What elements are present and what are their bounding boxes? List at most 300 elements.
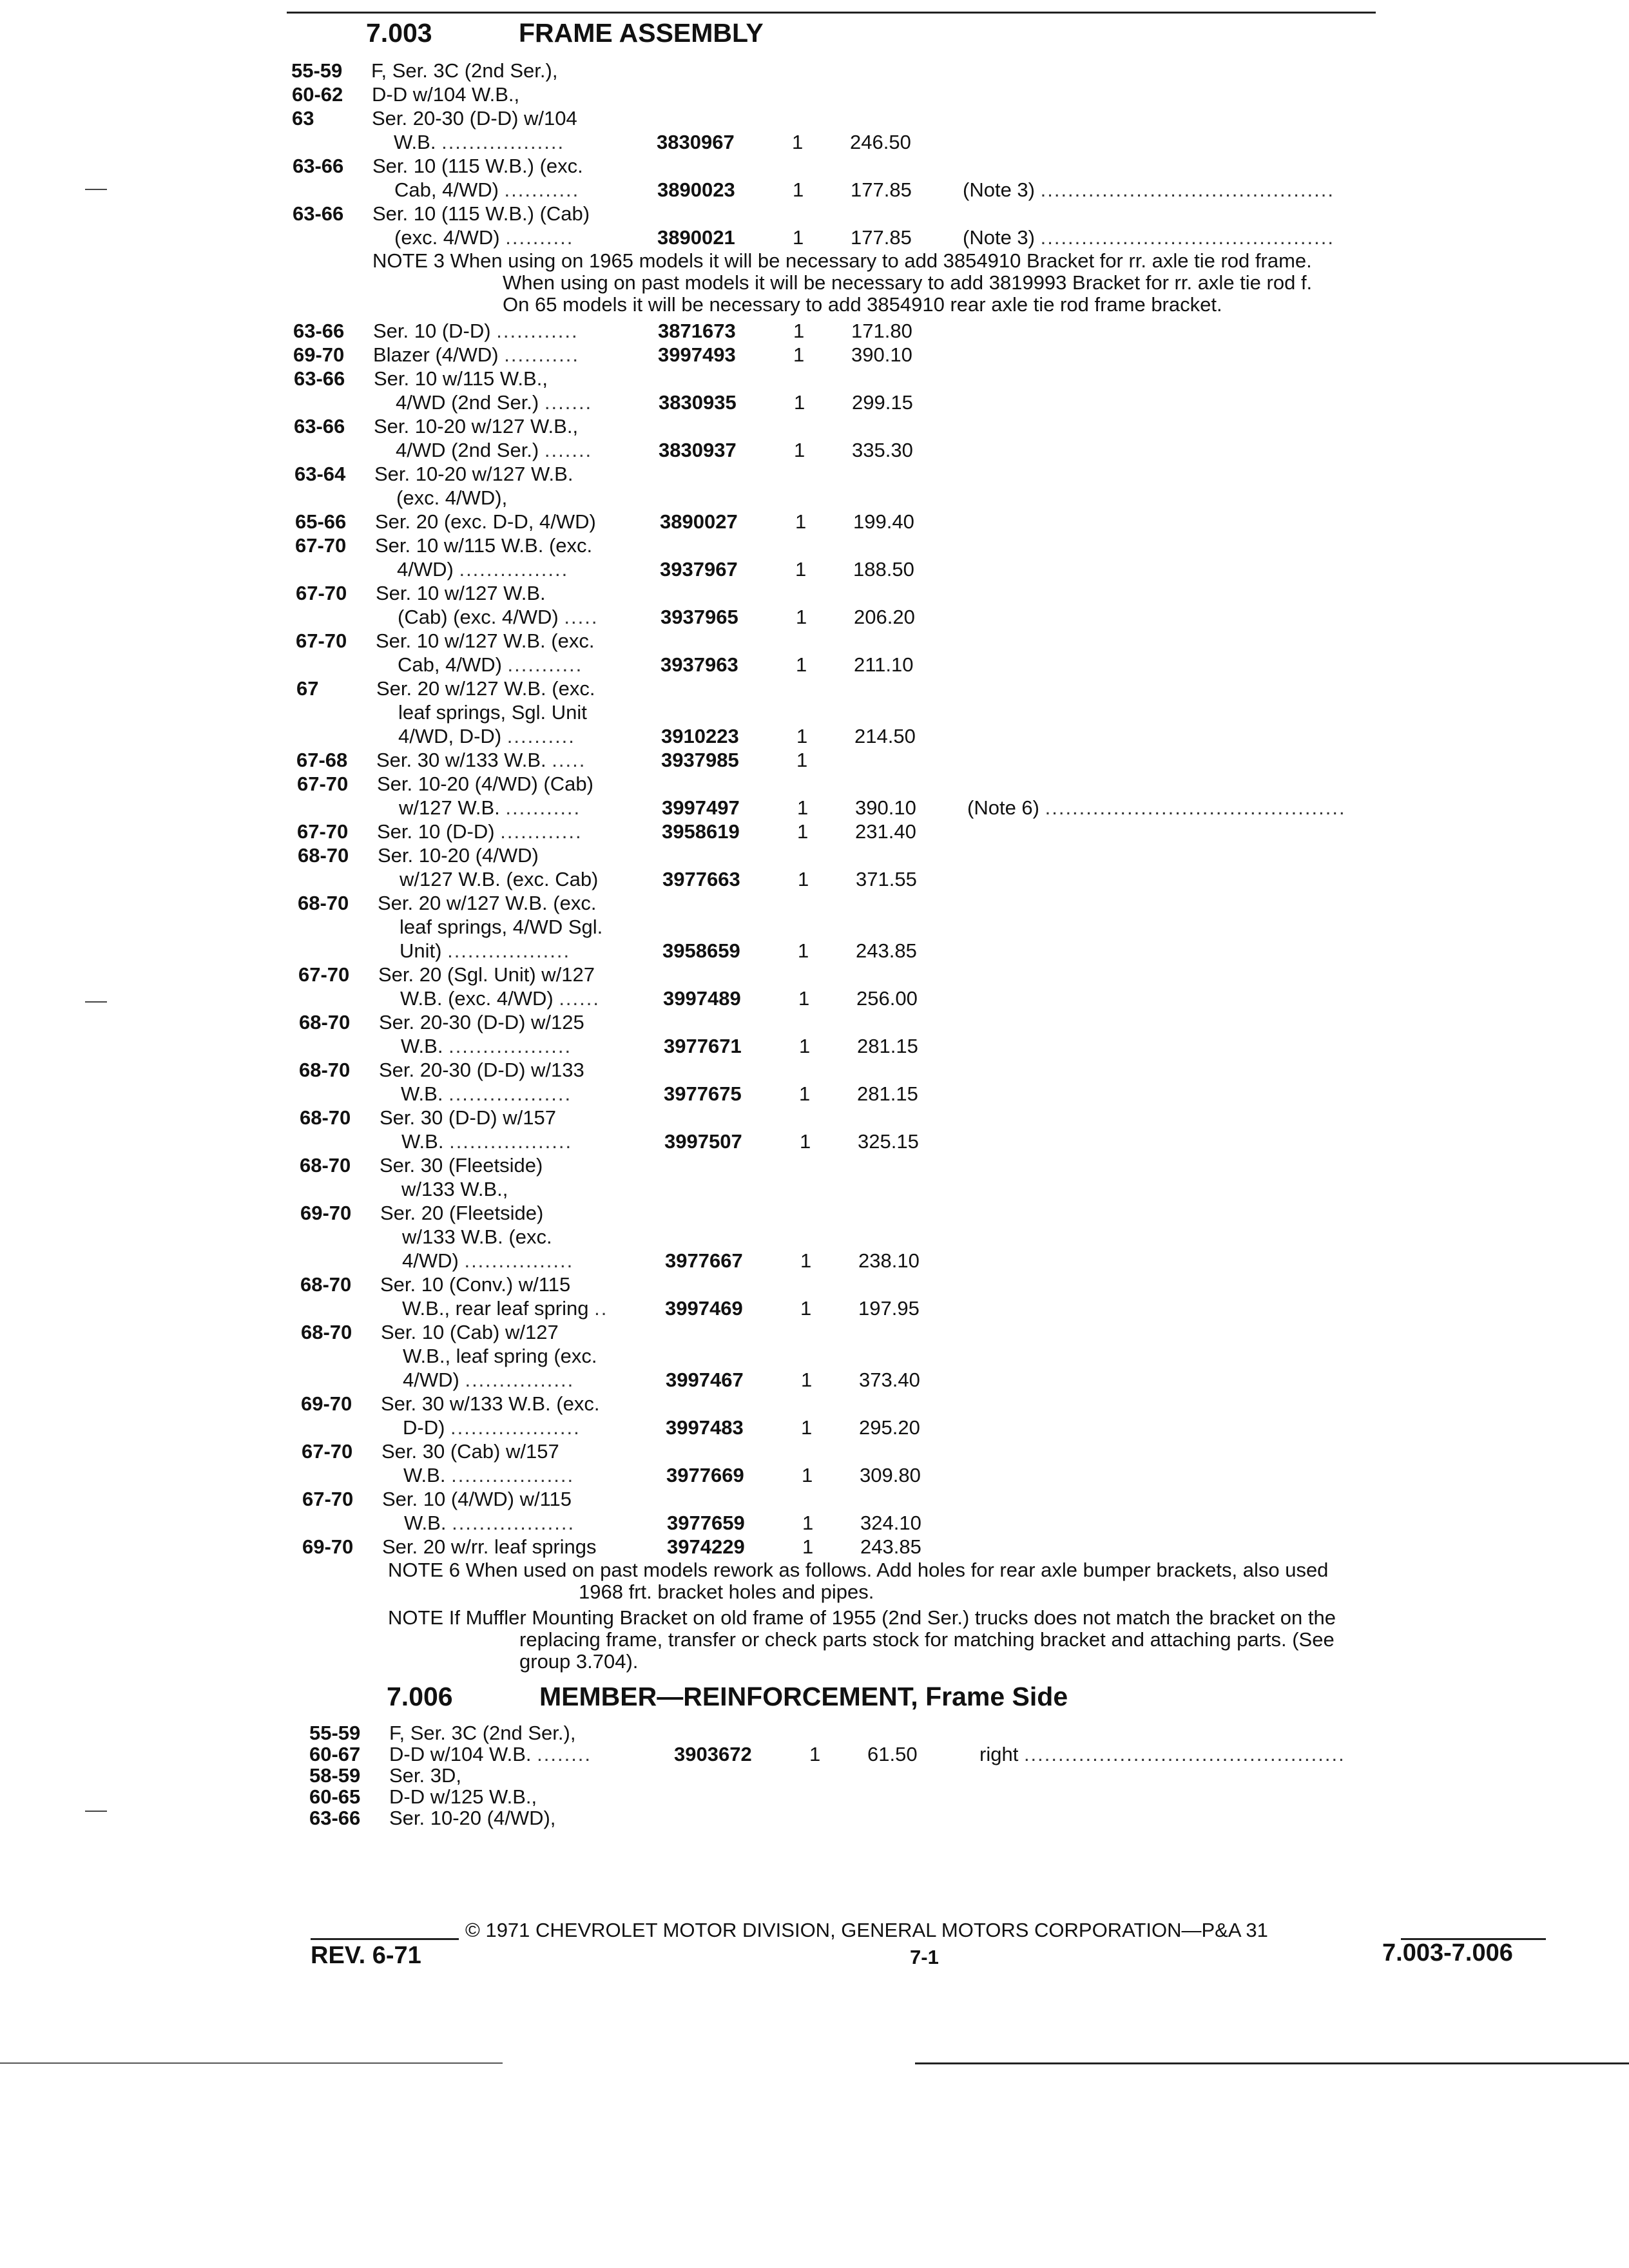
item-description — [394, 178, 579, 202]
section-title-suffix: Frame Side — [925, 1682, 1068, 1711]
catalog-line — [300, 1202, 1589, 1225]
model-years: 67-70 — [296, 629, 347, 652]
quantity: 1 — [800, 1130, 811, 1153]
description-text: F, Ser. 3C (2nd Ser.), — [371, 59, 558, 82]
model-years: 65-66 — [295, 510, 347, 533]
top-rule — [287, 12, 1376, 14]
list-price: 238.10 — [858, 1249, 920, 1272]
item-description — [402, 1249, 574, 1273]
catalog-line — [296, 582, 1585, 605]
description-text: Ser. 20 (Sgl. Unit) w/127 — [378, 963, 595, 986]
part-number: 3977663 — [662, 868, 740, 890]
quantity: 1 — [796, 606, 807, 628]
description-text: Ser. 10 (D-D) — [373, 320, 491, 342]
note-line: On 65 models it will be necessary to add 3854910 rear axle tie rod frame bracket. — [503, 293, 1222, 316]
item-description — [401, 1082, 572, 1106]
section-title-text: MEMBER—REINFORCEMENT, — [539, 1682, 918, 1711]
model-years: 67-70 — [298, 963, 350, 986]
section-title — [539, 1682, 1068, 1712]
part-number: 3997497 — [662, 796, 740, 819]
quantity: 1 — [797, 796, 809, 819]
quantity: 1 — [799, 1035, 811, 1057]
item-description — [380, 1273, 570, 1296]
catalog-line — [298, 987, 1587, 1010]
description-text: w/133 W.B., — [401, 1178, 508, 1200]
part-number: 3871673 — [658, 320, 736, 342]
leader-dots: .................. — [451, 1464, 575, 1486]
leader-dots: ...... — [559, 987, 600, 1010]
catalog-line — [301, 1321, 1590, 1344]
part-number: 3937963 — [660, 653, 738, 676]
catalog-line — [300, 1154, 1588, 1177]
leader-dots: ................ — [465, 1369, 575, 1391]
part-number: 3977659 — [667, 1512, 745, 1534]
item-description — [401, 1178, 508, 1201]
description-text: 4/WD) — [402, 1249, 459, 1272]
bottom-rule — [0, 2062, 503, 2064]
item-description — [394, 131, 564, 154]
model-years: 63-66 — [293, 202, 344, 225]
model-years: 63-66 — [294, 415, 345, 437]
model-years: 67-68 — [296, 749, 348, 771]
note-text: (Note 6) — [967, 796, 1039, 819]
item-description — [397, 558, 568, 581]
leader-dots: ................ — [459, 558, 569, 581]
item-description — [381, 1321, 559, 1344]
part-number: 3903672 — [674, 1743, 752, 1765]
catalog-line — [301, 1369, 1590, 1392]
item-description — [374, 463, 573, 486]
catalog-line — [298, 892, 1586, 915]
description-text: (exc. 4/WD), — [396, 486, 508, 509]
model-years: 67-70 — [296, 582, 347, 604]
section-title-text: FRAME ASSEMBLY — [519, 18, 764, 48]
leader-dots: ..... — [564, 606, 599, 628]
item-description — [389, 1743, 592, 1766]
model-years: 67-70 — [295, 534, 347, 557]
quantity: 1 — [809, 1743, 821, 1765]
catalog-line — [298, 868, 1586, 891]
description-text: Ser. 30 w/133 W.B. — [376, 749, 546, 771]
description-text: W.B. — [403, 1464, 446, 1486]
quantity: 1 — [799, 1082, 811, 1105]
quantity: 1 — [797, 820, 809, 843]
item-description — [378, 892, 596, 915]
item-description — [403, 1369, 574, 1392]
description-text: W.B., rear leaf spring — [402, 1297, 589, 1320]
description-text: Ser. 10-20 (4/WD), — [389, 1807, 556, 1829]
list-price: 246.50 — [850, 131, 911, 153]
item-description — [403, 1464, 574, 1487]
item-description — [382, 1488, 572, 1511]
part-number: 3937967 — [660, 558, 738, 581]
catalog-line — [294, 391, 1583, 414]
model-years: 55-59 — [291, 59, 343, 82]
model-years: 68-70 — [299, 1059, 351, 1081]
catalog-line — [300, 1297, 1589, 1320]
list-price: 188.50 — [853, 558, 914, 581]
part-number: 3997469 — [665, 1297, 743, 1320]
leader-dots: ............ — [496, 320, 579, 342]
model-years: 63-66 — [293, 155, 344, 177]
item-description — [376, 677, 595, 700]
item-description — [396, 486, 507, 510]
quantity: 1 — [801, 1369, 813, 1391]
part-number: 3997507 — [664, 1130, 742, 1153]
reference-note — [979, 1743, 1345, 1766]
model-years: 68-70 — [300, 1273, 352, 1296]
catalog-line — [302, 1512, 1591, 1535]
item-description — [374, 415, 578, 438]
leader-dots: ............ — [500, 820, 583, 843]
model-years: 67-70 — [297, 820, 349, 843]
description-text: Ser. 10-20 w/127 W.B., — [374, 415, 579, 437]
model-years: 68-70 — [300, 1106, 351, 1129]
item-description — [389, 1764, 461, 1787]
catalog-line — [301, 1416, 1590, 1439]
list-price: 371.55 — [856, 868, 917, 890]
description-text: Ser. 20-30 (D-D) w/125 — [379, 1011, 584, 1033]
note-line: replacing frame, transfer or check parts stock for matching bracket and attaching parts. (See — [519, 1628, 1335, 1651]
item-description — [371, 59, 557, 82]
quantity: 1 — [794, 439, 805, 461]
list-price: 335.30 — [852, 439, 913, 461]
description-text: leaf springs, 4/WD Sgl. — [400, 916, 603, 938]
quantity: 1 — [798, 987, 810, 1010]
revision-label: REV. 6-71 — [311, 1942, 421, 1969]
description-text: W.B. — [401, 1130, 444, 1153]
leader-dots: .................. — [449, 1130, 573, 1153]
part-number: 3910223 — [661, 725, 739, 747]
list-price: 199.40 — [853, 510, 914, 533]
catalog-line — [297, 773, 1586, 796]
list-price: 324.10 — [860, 1512, 921, 1534]
description-text: D-D w/104 W.B. — [389, 1743, 532, 1765]
description-text: W.B. — [401, 1035, 443, 1057]
quantity: 1 — [800, 1249, 812, 1272]
item-description — [389, 1785, 537, 1809]
list-price: 214.50 — [854, 725, 916, 747]
description-text: Ser. 10 (115 W.B.) (Cab) — [372, 202, 590, 225]
item-description — [375, 534, 592, 557]
leader-dots: ........... — [504, 343, 580, 366]
item-description — [382, 1535, 597, 1559]
catalog-line — [299, 1035, 1588, 1058]
item-description — [398, 701, 587, 724]
quantity: 1 — [796, 725, 808, 747]
leader-dots: .................. — [452, 1512, 575, 1534]
description-text: Cab, 4/WD) — [398, 653, 502, 676]
item-description — [372, 83, 519, 106]
model-years: 68-70 — [299, 1011, 351, 1033]
reference-note — [963, 226, 1335, 249]
model-years: 67-70 — [302, 1488, 354, 1510]
catalog-line — [309, 1807, 1598, 1830]
description-text: W.B., leaf spring (exc. — [403, 1345, 597, 1367]
catalog-line — [292, 131, 1581, 154]
catalog-line — [300, 1249, 1589, 1273]
description-text: (Cab) (exc. 4/WD) — [398, 606, 559, 628]
catalog-line — [298, 916, 1586, 939]
leader-dots: ........ — [537, 1743, 592, 1765]
catalog-line — [295, 510, 1584, 533]
item-description — [394, 226, 574, 249]
leader-dots: ....... — [544, 439, 593, 461]
model-years: 67-70 — [302, 1440, 353, 1463]
quantity: 1 — [802, 1535, 814, 1558]
description-text: 4/WD, D-D) — [398, 725, 502, 747]
quantity: 1 — [800, 1297, 812, 1320]
item-description — [376, 629, 594, 653]
catalog-line — [296, 629, 1585, 653]
catalog-line — [294, 439, 1583, 462]
catalog-line — [298, 963, 1587, 986]
model-years: 68-70 — [300, 1154, 351, 1177]
leader-dots: .................. — [441, 131, 565, 153]
part-number: 3830937 — [659, 439, 737, 461]
description-text: Ser. 10 w/127 W.B. — [376, 582, 546, 604]
item-description — [381, 1440, 559, 1463]
catalog-line — [293, 320, 1582, 343]
description-text: Ser. 20 (exc. D-D, 4/WD) — [375, 510, 596, 533]
item-description — [399, 796, 581, 820]
item-description — [398, 725, 575, 748]
section-title — [519, 18, 764, 48]
model-years: 63-66 — [294, 367, 345, 390]
model-years: 69-70 — [293, 343, 345, 366]
description-text: Cab, 4/WD) — [394, 178, 499, 201]
item-description — [401, 1130, 572, 1153]
description-text: Ser. 30 w/133 W.B. (exc. — [381, 1392, 600, 1415]
item-description — [378, 963, 595, 986]
description-text: w/133 W.B. (exc. — [402, 1225, 552, 1248]
section-range: 7.003-7.006 — [1382, 1939, 1513, 1966]
item-description — [372, 155, 583, 178]
description-text: Ser. 20 w/rr. leaf springs — [382, 1535, 597, 1558]
description-text: F, Ser. 3C (2nd Ser.), — [389, 1722, 576, 1744]
catalog-line — [302, 1488, 1591, 1511]
leader-dots: ........... — [504, 178, 580, 201]
part-number: 3958659 — [662, 939, 740, 962]
description-text: Ser. 10 (115 W.B.) (exc. — [372, 155, 583, 177]
quantity: 1 — [793, 343, 805, 366]
part-number: 3997467 — [666, 1369, 744, 1391]
list-price: 211.10 — [854, 653, 914, 676]
model-years: 60-62 — [292, 83, 343, 106]
description-text: Ser. 10 w/115 W.B. (exc. — [375, 534, 593, 557]
item-description — [379, 1059, 584, 1082]
leader-dots: ........... — [507, 653, 583, 676]
catalog-line — [293, 343, 1582, 367]
item-description — [373, 320, 579, 343]
note-line: NOTE 3 When using on 1965 models it will be necessary to add 3854910 Bracket for rr. axle tie rod frame. — [372, 249, 1312, 272]
catalog-line — [295, 534, 1584, 557]
description-text: 4/WD) — [403, 1369, 459, 1391]
list-price: 171.80 — [851, 320, 912, 342]
catalog-line — [309, 1764, 1598, 1787]
item-description — [377, 773, 593, 796]
description-text: Ser. 10-20 w/127 W.B. — [374, 463, 574, 485]
catalog-line — [294, 486, 1583, 510]
description-text: 4/WD) — [397, 558, 454, 581]
item-description — [396, 391, 592, 414]
model-years: 63-64 — [294, 463, 346, 485]
description-text: Ser. 10 (Cab) w/127 — [381, 1321, 559, 1343]
part-number: 3997493 — [658, 343, 736, 366]
quantity: 1 — [795, 510, 807, 533]
leader-dots: ................... — [450, 1416, 581, 1439]
margin-mark — [85, 1811, 107, 1812]
model-years: 63 — [292, 107, 314, 130]
list-price: 256.00 — [856, 987, 918, 1010]
note-line: group 3.704). — [519, 1650, 639, 1673]
model-years: 68-70 — [301, 1321, 352, 1343]
model-years: 69-70 — [300, 1202, 352, 1224]
model-years: 67-70 — [297, 773, 349, 795]
quantity: 1 — [801, 1416, 813, 1439]
part-number: 3997483 — [666, 1416, 744, 1439]
item-description — [398, 653, 583, 677]
model-years: 58-59 — [309, 1764, 361, 1787]
model-years: 60-67 — [309, 1743, 361, 1765]
catalog-line — [294, 463, 1583, 486]
leader-dots: .................. — [448, 1035, 572, 1057]
catalog-line — [293, 226, 1581, 249]
section-number: 7.006 — [387, 1682, 453, 1711]
catalog-line — [297, 796, 1586, 820]
model-years: 68-70 — [298, 892, 349, 914]
description-text: w/127 W.B. — [399, 796, 500, 819]
description-text: Ser. 10 w/115 W.B., — [374, 367, 548, 390]
part-number: 3997489 — [663, 987, 741, 1010]
catalog-line — [296, 701, 1585, 724]
description-text: Ser. 20 w/127 W.B. (exc. — [376, 677, 595, 700]
part-number: 3958619 — [662, 820, 740, 843]
item-description — [374, 367, 548, 390]
description-text: W.B. — [401, 1082, 443, 1105]
quantity: 1 — [792, 131, 804, 153]
leader-dots: ........... — [505, 796, 581, 819]
description-text: Ser. 30 (D-D) w/157 — [380, 1106, 556, 1129]
leader-dots: .......... — [506, 725, 575, 747]
item-description — [400, 916, 602, 939]
part-number: 3890027 — [660, 510, 738, 533]
part-number: 3974229 — [667, 1535, 745, 1558]
list-price: 325.15 — [858, 1130, 919, 1153]
model-years: 68-70 — [298, 844, 349, 867]
model-years: 63-66 — [293, 320, 345, 342]
margin-mark — [85, 189, 107, 190]
item-description — [403, 1345, 597, 1368]
catalog-line — [292, 107, 1581, 130]
item-description — [380, 1106, 556, 1129]
catalog-line — [302, 1440, 1590, 1463]
description-text: leaf springs, Sgl. Unit — [398, 701, 587, 724]
description-text: W.B. — [394, 131, 436, 153]
list-price: 309.80 — [860, 1464, 921, 1486]
description-text: 4/WD (2nd Ser.) — [396, 391, 539, 414]
item-description — [400, 868, 598, 891]
item-description — [389, 1807, 555, 1830]
catalog-line — [296, 606, 1585, 629]
model-years: 63-66 — [309, 1807, 361, 1829]
list-price: 390.10 — [851, 343, 912, 366]
catalog-line — [296, 749, 1585, 772]
item-description — [379, 1011, 584, 1034]
part-number: 3890021 — [657, 226, 735, 249]
item-description — [400, 987, 600, 1010]
catalog-line — [300, 1273, 1589, 1296]
part-number: 3937965 — [660, 606, 738, 628]
quantity: 1 — [796, 653, 807, 676]
catalog-line — [302, 1464, 1590, 1487]
catalog-line — [296, 725, 1585, 748]
catalog-line — [300, 1225, 1589, 1249]
item-description — [402, 1297, 608, 1320]
catalog-line — [309, 1743, 1598, 1766]
item-description — [404, 1512, 575, 1535]
description-text: Ser. 10 (D-D) — [377, 820, 495, 843]
list-price: 281.15 — [857, 1082, 918, 1105]
catalog-line — [296, 653, 1585, 677]
description-text: W.B. — [404, 1512, 447, 1534]
note-line: NOTE If Muffler Mounting Bracket on old frame of 1955 (2nd Ser.) trucks does not match the bracket on the — [388, 1606, 1336, 1629]
part-number: 3830967 — [657, 131, 735, 153]
part-number: 3890023 — [657, 178, 735, 201]
item-description — [380, 1154, 543, 1177]
item-description — [402, 1225, 552, 1249]
footer-rule-left — [311, 1938, 459, 1940]
note-text: right — [979, 1743, 1019, 1765]
catalog-line — [299, 1059, 1588, 1082]
quantity: 1 — [795, 558, 807, 581]
list-price: 243.85 — [856, 939, 917, 962]
description-text: Ser. 20-30 (D-D) w/133 — [379, 1059, 584, 1081]
item-description — [381, 1392, 599, 1416]
leader-dots: ............................................ — [1045, 796, 1346, 819]
item-description — [377, 820, 583, 843]
description-text: Ser. 10-20 (4/WD) (Cab) — [377, 773, 593, 795]
description-text: 4/WD (2nd Ser.) — [396, 439, 539, 461]
leader-dots: ........................................... — [1040, 178, 1335, 201]
quantity: 1 — [798, 939, 809, 962]
quantity: 1 — [793, 320, 805, 342]
list-price: 206.20 — [854, 606, 915, 628]
catalog-line — [300, 1130, 1588, 1153]
catalog-line — [309, 1785, 1598, 1809]
description-text: Unit) — [400, 939, 442, 962]
catalog-line — [294, 415, 1583, 438]
description-text: Ser. 30 (Cab) w/157 — [381, 1440, 559, 1463]
note-line: When using on past models it will be necessary to add 3819993 Bracket for rr. axle tie rod f. — [503, 271, 1313, 294]
description-text: Ser. 20 w/127 W.B. (exc. — [378, 892, 597, 914]
quantity: 1 — [796, 749, 808, 771]
leader-dots: ........................................... — [1040, 226, 1335, 249]
reference-note — [963, 178, 1335, 202]
catalog-line — [300, 1178, 1588, 1201]
part-number: 3977671 — [664, 1035, 742, 1057]
margin-mark — [85, 1001, 107, 1003]
description-text: D-D w/104 W.B., — [372, 83, 520, 106]
list-price: 197.95 — [858, 1297, 920, 1320]
description-text: Ser. 20-30 (D-D) w/104 — [372, 107, 577, 130]
catalog-line — [296, 677, 1585, 700]
leader-dots: ....... — [544, 391, 593, 414]
catalog-line — [309, 1722, 1598, 1745]
quantity: 1 — [793, 178, 804, 201]
list-price: 231.40 — [855, 820, 916, 843]
catalog-line — [302, 1535, 1591, 1559]
